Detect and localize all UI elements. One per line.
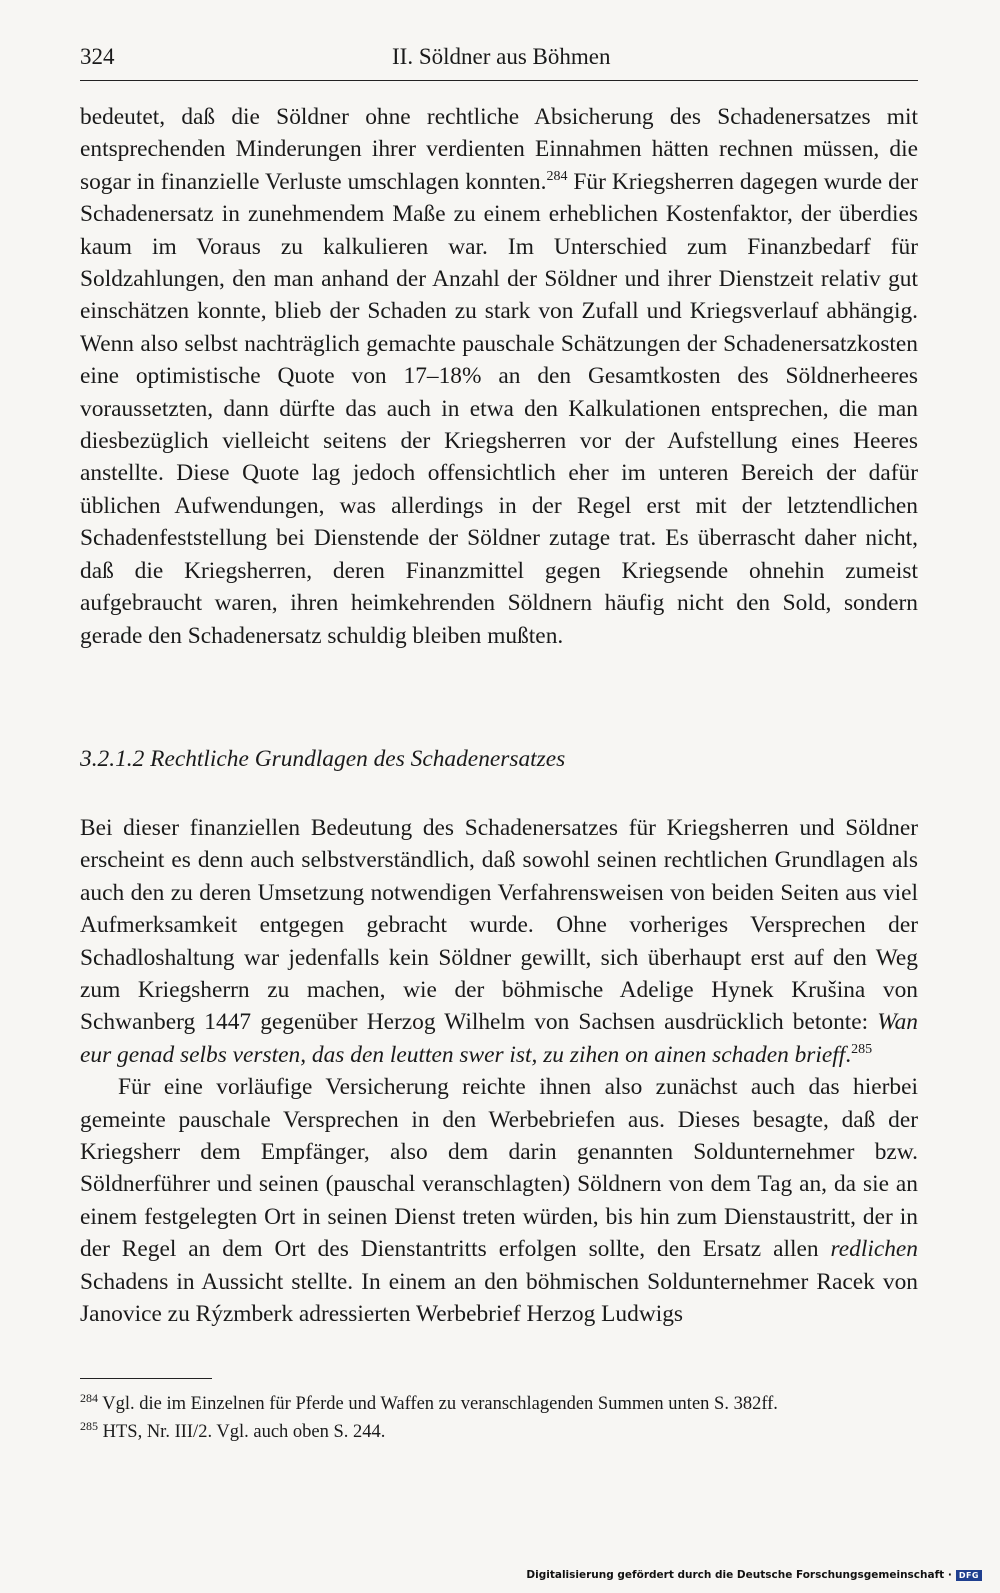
dfg-logo: DFG bbox=[956, 1570, 982, 1581]
body-section-2 bbox=[80, 812, 918, 1331]
paragraph-text: Schadens in Aussicht stellte. In einem an den böhmischen Soldunternehmer Racek von Janovice zu Rýzmberk adressierten Werbebrief Herzog Ludwigs bbox=[80, 1268, 918, 1328]
credit-text: Digitalisierung gefördert durch die Deutsche Forschungsgemeinschaft · bbox=[526, 1569, 952, 1581]
body-paragraph-2 bbox=[80, 812, 918, 1071]
footnotes bbox=[80, 1390, 918, 1446]
header-rule bbox=[80, 80, 918, 81]
paragraph-text: . bbox=[845, 1041, 852, 1068]
footnote-284 bbox=[80, 1390, 918, 1418]
body-paragraph-3 bbox=[80, 1071, 918, 1330]
running-head: II. Söldner aus Böhmen bbox=[392, 44, 611, 69]
footnote-ref-284[interactable]: 284 bbox=[546, 168, 568, 184]
emphasis: redlichen bbox=[830, 1236, 918, 1263]
footnote-number: 284 bbox=[80, 1391, 98, 1405]
section-heading: 3.2.1.2 Rechtliche Grundlagen des Schadenersatzes bbox=[80, 746, 566, 772]
digitization-credit bbox=[526, 1569, 982, 1581]
footnote-number: 285 bbox=[80, 1419, 98, 1433]
footnote-text: HTS, Nr. III/2. Vgl. auch oben S. 244. bbox=[102, 1422, 386, 1442]
paragraph-text: Für eine vorläufige Versicherung reichte ihnen also zunächst auch das hierbei gemeinte pauschale Versprechen in den Werbebriefen aus. Dieses besagte, daß der Kriegsherr dem Empfänger, also dem darin genannten Soldunternehmer bzw. Söldnerführer und seinen (pauschal veranschlagten) Söldnern von dem Tag an, da sie an einem festgelegten Ort in seinen Dienst treten würden, bis hin zum Dienstaustritt, der in der Regel an dem Ort des Dienstantritts erfolgen sollte, den Ersatz allen bbox=[80, 1074, 918, 1263]
footnote-text: Vgl. die im Einzelnen für Pferde und Waffen zu veranschlagenden Summen unten S. 382ff. bbox=[102, 1394, 778, 1414]
footnote-rule bbox=[80, 1378, 212, 1379]
quotation: Wan eur genad selbs versten, das den leutten swer ist, zu zihen on ainen schaden brieff bbox=[80, 1009, 918, 1068]
paragraph-text: Bei dieser finanziellen Bedeutung des Schadenersatzes für Kriegsherren und Söldner erscheint es denn auch selbstverständlich, daß sowohl seinen rechtlichen Grundlagen als auch den zu deren Umsetzung notwendigen Verfahrensweisen von beiden Seiten aus viel Aufmerksamkeit entgegen gebracht wurde. Ohne vorheriges Versprechen der Schadloshaltung war jedenfalls kein Söldner gewillt, sich überhaupt erst auf den Weg zum Kriegsherrn zu machen, wie der böhmische Adelige Hynek Krušina von Schwanberg 1447 gegenüber Herzog Wilhelm von Sachsen ausdrücklich betonte: bbox=[80, 815, 918, 1036]
paragraph-text: Für Kriegsherren dagegen wurde der Schadenersatz in zunehmendem Maße zu einem erheblichen Kostenfaktor, der überdies kaum im Voraus zu kalkulieren war. Im Unterschied zum Finanzbedarf für Soldzahlungen, den man anhand der Anzahl der Söldner und ihrer Dienstzeit relativ gut einschätzen konnte, blieb der Schaden zu stark von Zufall und Kriegsverlauf abhängig. Wenn also selbst nachträglich gemachte pauschale Schätzungen der Schadenersatzkosten eine optimistische Quote von 17–18% an den Gesamtkosten des Söldnerheeres voraussetzten, dann dürfte das auch in etwa den Kalkulationen entsprechen, die man diesbezüglich vielleicht seitens der Kriegsherren vor der Aufstellung eines Heeres anstellte. Diese Quote lag jedoch offensichtlich eher im unteren Bereich der dafür üblichen Aufwendungen, was allerdings in der Regel erst mit der letztendlichen Schadenfeststellung bei Dienstende der Söldner zutage trat. Es überrascht daher nicht, daß die Kriegsherren, deren Finanzmittel gegen Kriegsende ohnehin zumeist aufgebraucht waren, ihren heimkehrenden Söldnern häufig nicht den Sold, sondern gerade den Schadenersatz schuldig bleiben mußten. bbox=[80, 168, 918, 649]
page-number: 324 bbox=[80, 44, 115, 69]
paragraph-text: bedeutet, daß die Söldner ohne rechtliche Absicherung des Schadenersatzes mit entsprechenden Minderungen ihrer verdienten Einnahmen hätten rechnen müssen, die sogar in finanzielle Verluste umschlagen konnten. bbox=[80, 104, 918, 195]
footnote-ref-285[interactable]: 285 bbox=[851, 1041, 873, 1057]
body-paragraph-1 bbox=[80, 101, 918, 652]
footnote-285 bbox=[80, 1418, 918, 1446]
